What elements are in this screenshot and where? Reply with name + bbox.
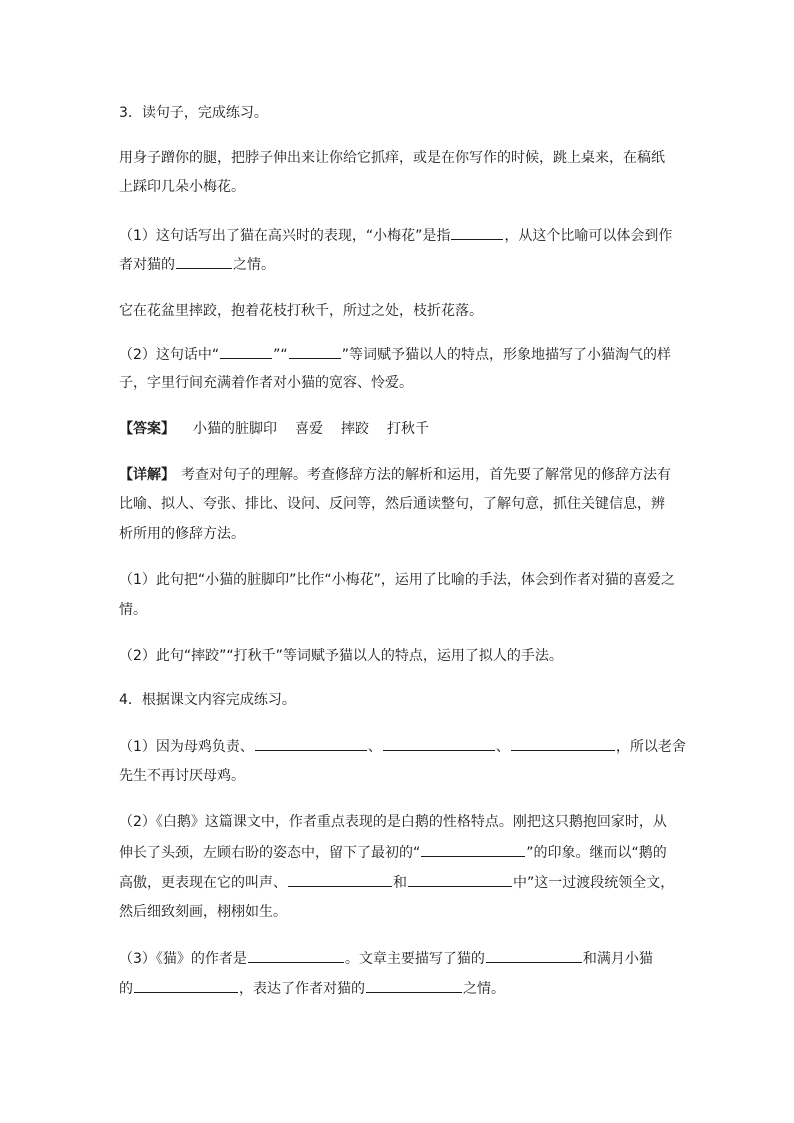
q3-sub2-line-1: （2）这句话中“ ”“ ”等词赋予猫以人的特点，形象地描写了小猫淘气的样 [119,344,671,365]
blank[interactable] [248,948,344,963]
quote-1-line-1: 用身子蹭你的腿，把脖子伸出来让你给它抓痒，或是在你写作的时候，跳上桌来，在稿纸 [119,150,665,166]
question-3-heading: 3．读句子，完成练习。 [119,105,268,121]
blank[interactable] [451,225,503,240]
blank[interactable] [255,736,367,751]
q4-sub1-line-2: 先生不再讨厌母鸡。 [119,768,245,784]
detail-line-2: 比喻、拟人、夸张、排比、设问、反问等，然后通读整句，了解句意，抓住关键信息，辨 [119,496,665,512]
blank[interactable] [288,872,392,887]
blank[interactable] [486,948,582,963]
detail-line-1: 【详解】 考查对句子的理解。考查修辞方法的解析和运用，首先要了解常见的修辞方法有 [119,467,671,483]
q4-sub3-line-2: 的 ，表达了作者对猫的 之情。 [119,978,505,999]
answer-item: 喜爱 [295,421,323,437]
answer-line [119,419,429,439]
q4-sub2-line-2: 伸长了头颈，左顾右盼的姿态中，留下了最初的“ ”的印象。继而以“鹅的 [119,842,667,863]
answer-item: 小猫的脏脚印 [193,421,277,437]
q3-sub1-line-1: （1）这句话写出了猫在高兴时的表现，“小梅花”是指 ，从这个比喻可以体会到作 [119,225,672,246]
q4-sub1-line-1: （1）因为母鸡负责、 、 、 ，所以老舍 [119,736,686,757]
blank[interactable] [421,842,525,857]
blank[interactable] [220,344,272,359]
q4-sub2-line-3: 高傲，更表现在它的叫声、 和 中”这一过渡段统领全文， [119,872,674,893]
blank[interactable] [383,736,495,751]
q3-sub1-line-2: 者对猫的 之情。 [119,254,275,275]
blank[interactable] [366,978,462,993]
q3-sub2-line-2: 子，字里行间充满着作者对小猫的宽容、怜爱。 [119,375,413,391]
answer-item: 打秋千 [387,421,429,437]
quote-2: 它在花盆里摔跤，抱着花枝打秋千，所过之处，枝折花落。 [119,303,483,319]
blank[interactable] [408,872,512,887]
detail-p1-line-2: 情。 [119,602,147,618]
detail-line-3: 析所用的修辞方法。 [119,526,245,542]
blank[interactable] [176,254,232,269]
q4-sub3-line-1: （3）《猫》的作者是 。文章主要描写了猫的 和满月小猫 [119,948,653,969]
answer-tag: 【答案】 [119,421,175,437]
question-4-heading: 4．根据课文内容完成练习。 [119,692,296,708]
detail-p2: （2）此句“摔跤”“打秋千”等词赋予猫以人的特点，运用了拟人的手法。 [119,648,563,664]
detail-tag: 【详解】 [119,467,175,483]
q4-sub2-line-1: （2）《白鹅》这篇课文中，作者重点表现的是白鹅的性格特点。刚把这只鹅抱回家时，从 [119,814,667,830]
blank[interactable] [511,736,615,751]
q4-sub2-line-4: 然后细致刻画，栩栩如生。 [119,904,287,920]
answer-item: 摔跤 [341,421,369,437]
quote-1-line-2: 上踩印几朵小梅花。 [119,179,245,195]
detail-p1-line-1: （1）此句把“小猫的脏脚印”比作“小梅花”，运用了比喻的手法，体会到作者对猫的喜爱之 [119,572,675,588]
blank[interactable] [289,344,341,359]
blank[interactable] [134,978,238,993]
